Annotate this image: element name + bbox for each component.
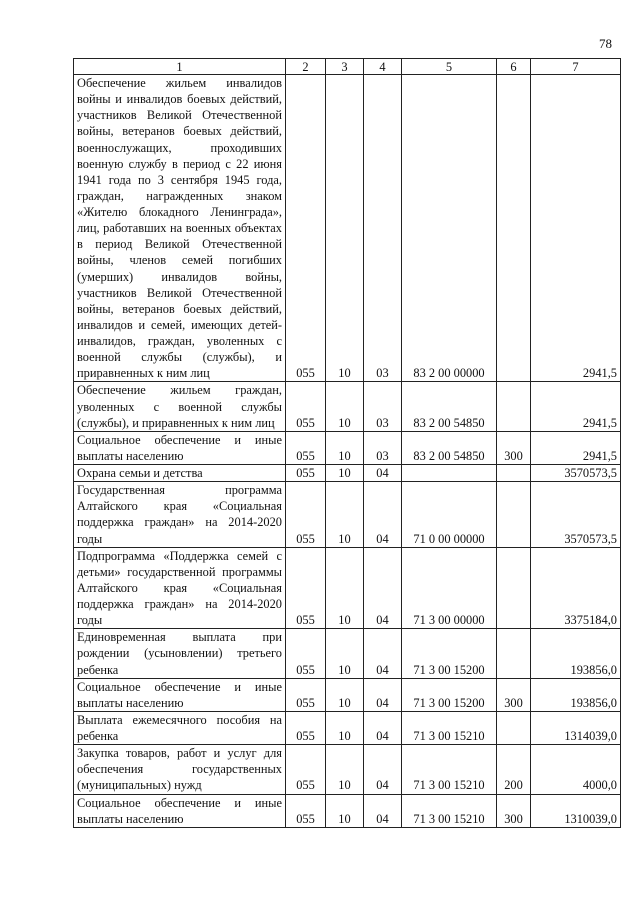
section-code: 10 <box>326 547 364 629</box>
target-article-code: 71 3 00 00000 <box>402 547 497 629</box>
target-article-code: 71 3 00 15200 <box>402 678 497 711</box>
expense-type-code <box>497 547 531 629</box>
ministry-code: 055 <box>286 629 326 678</box>
column-header: 4 <box>364 59 402 75</box>
table-row <box>74 745 621 794</box>
row-name: Охрана семьи и детства <box>74 465 286 482</box>
table-row <box>74 75 621 382</box>
amount: 2941,5 <box>531 431 621 464</box>
ministry-code: 055 <box>286 465 326 482</box>
column-header: 2 <box>286 59 326 75</box>
ministry-code: 055 <box>286 711 326 744</box>
target-article-code <box>402 465 497 482</box>
expense-type-code <box>497 75 531 382</box>
table-row <box>74 794 621 827</box>
section-code: 10 <box>326 629 364 678</box>
ministry-code: 055 <box>286 794 326 827</box>
page-number: 78 <box>599 36 612 51</box>
amount: 193856,0 <box>531 629 621 678</box>
target-article-code: 83 2 00 00000 <box>402 75 497 382</box>
table-row <box>74 382 621 431</box>
amount: 4000,0 <box>531 745 621 794</box>
row-name: Обеспечение жильем инвалидов войны и инвалидов боевых действий, участников Великой Отечественной войны, ветеранов боевых действий, военнослужащих, проходивших военную службу в период с 22 июня 1941 года по 3 сентября 1945 года, граждан, награжденных знаком «Жителю блокадного Ленинграда», лиц, работавших на военных объектах в период Великой Отечественной войны, членов семей погибших (умерших) инвалидов войны, участников Великой Отечественной войны, ветеранов боевых действий, инвалидов и семей, имеющих детей-инвалидов, граждан, уволенных с военной службы (службы), и приравненных к ним лиц <box>74 75 286 382</box>
expense-type-code <box>497 465 531 482</box>
ministry-code: 055 <box>286 745 326 794</box>
section-code: 10 <box>326 711 364 744</box>
ministry-code: 055 <box>286 482 326 548</box>
subsection-code: 04 <box>364 745 402 794</box>
subsection-code: 04 <box>364 547 402 629</box>
expense-type-code <box>497 629 531 678</box>
expense-type-code: 300 <box>497 431 531 464</box>
amount: 3570573,5 <box>531 465 621 482</box>
row-name: Социальное обеспечение и иные выплаты населению <box>74 431 286 464</box>
ministry-code: 055 <box>286 678 326 711</box>
column-header: 3 <box>326 59 364 75</box>
table-row <box>74 678 621 711</box>
table-row <box>74 482 621 548</box>
amount: 3375184,0 <box>531 547 621 629</box>
row-name: Государственная программа Алтайского края «Социальная поддержка граждан» на 2014-2020 годы <box>74 482 286 548</box>
subsection-code: 04 <box>364 465 402 482</box>
column-header: 6 <box>497 59 531 75</box>
expense-type-code: 300 <box>497 678 531 711</box>
column-header: 7 <box>531 59 621 75</box>
subsection-code: 03 <box>364 431 402 464</box>
target-article-code: 71 3 00 15200 <box>402 629 497 678</box>
subsection-code: 04 <box>364 629 402 678</box>
table-row <box>74 465 621 482</box>
amount: 3570573,5 <box>531 482 621 548</box>
table-row <box>74 547 621 629</box>
target-article-code: 71 3 00 15210 <box>402 711 497 744</box>
section-code: 10 <box>326 75 364 382</box>
header-row <box>74 59 621 75</box>
section-code: 10 <box>326 431 364 464</box>
table-row <box>74 629 621 678</box>
row-name: Обеспечение жильем граждан, уволенных с военной службы (службы), и приравненных к ним лиц <box>74 382 286 431</box>
ministry-code: 055 <box>286 547 326 629</box>
row-name: Подпрограмма «Поддержка семей с детьми» государственной программы Алтайского края «Социальная поддержка граждан» на 2014-2020 годы <box>74 547 286 629</box>
section-code: 10 <box>326 678 364 711</box>
amount: 1314039,0 <box>531 711 621 744</box>
expense-type-code <box>497 711 531 744</box>
subsection-code: 03 <box>364 382 402 431</box>
column-header: 5 <box>402 59 497 75</box>
section-code: 10 <box>326 382 364 431</box>
target-article-code: 83 2 00 54850 <box>402 431 497 464</box>
ministry-code: 055 <box>286 431 326 464</box>
section-code: 10 <box>326 794 364 827</box>
subsection-code: 04 <box>364 794 402 827</box>
section-code: 10 <box>326 465 364 482</box>
target-article-code: 71 3 00 15210 <box>402 794 497 827</box>
section-code: 10 <box>326 745 364 794</box>
row-name: Единовременная выплата при рождении (усыновлении) третьего ребенка <box>74 629 286 678</box>
table-row <box>74 711 621 744</box>
amount: 2941,5 <box>531 75 621 382</box>
subsection-code: 04 <box>364 678 402 711</box>
ministry-code: 055 <box>286 75 326 382</box>
expense-type-code <box>497 382 531 431</box>
target-article-code: 83 2 00 54850 <box>402 382 497 431</box>
column-header: 1 <box>74 59 286 75</box>
subsection-code: 04 <box>364 482 402 548</box>
expense-type-code <box>497 482 531 548</box>
row-name: Социальное обеспечение и иные выплаты населению <box>74 678 286 711</box>
expense-type-code: 300 <box>497 794 531 827</box>
row-name: Закупка товаров, работ и услуг для обеспечения государственных (муниципальных) нужд <box>74 745 286 794</box>
budget-table <box>73 58 621 828</box>
expense-type-code: 200 <box>497 745 531 794</box>
target-article-code: 71 3 00 15210 <box>402 745 497 794</box>
ministry-code: 055 <box>286 382 326 431</box>
subsection-code: 03 <box>364 75 402 382</box>
amount: 2941,5 <box>531 382 621 431</box>
target-article-code: 71 0 00 00000 <box>402 482 497 548</box>
section-code: 10 <box>326 482 364 548</box>
row-name: Социальное обеспечение и иные выплаты населению <box>74 794 286 827</box>
row-name: Выплата ежемесячного пособия на ребенка <box>74 711 286 744</box>
amount: 1310039,0 <box>531 794 621 827</box>
amount: 193856,0 <box>531 678 621 711</box>
table-row <box>74 431 621 464</box>
subsection-code: 04 <box>364 711 402 744</box>
